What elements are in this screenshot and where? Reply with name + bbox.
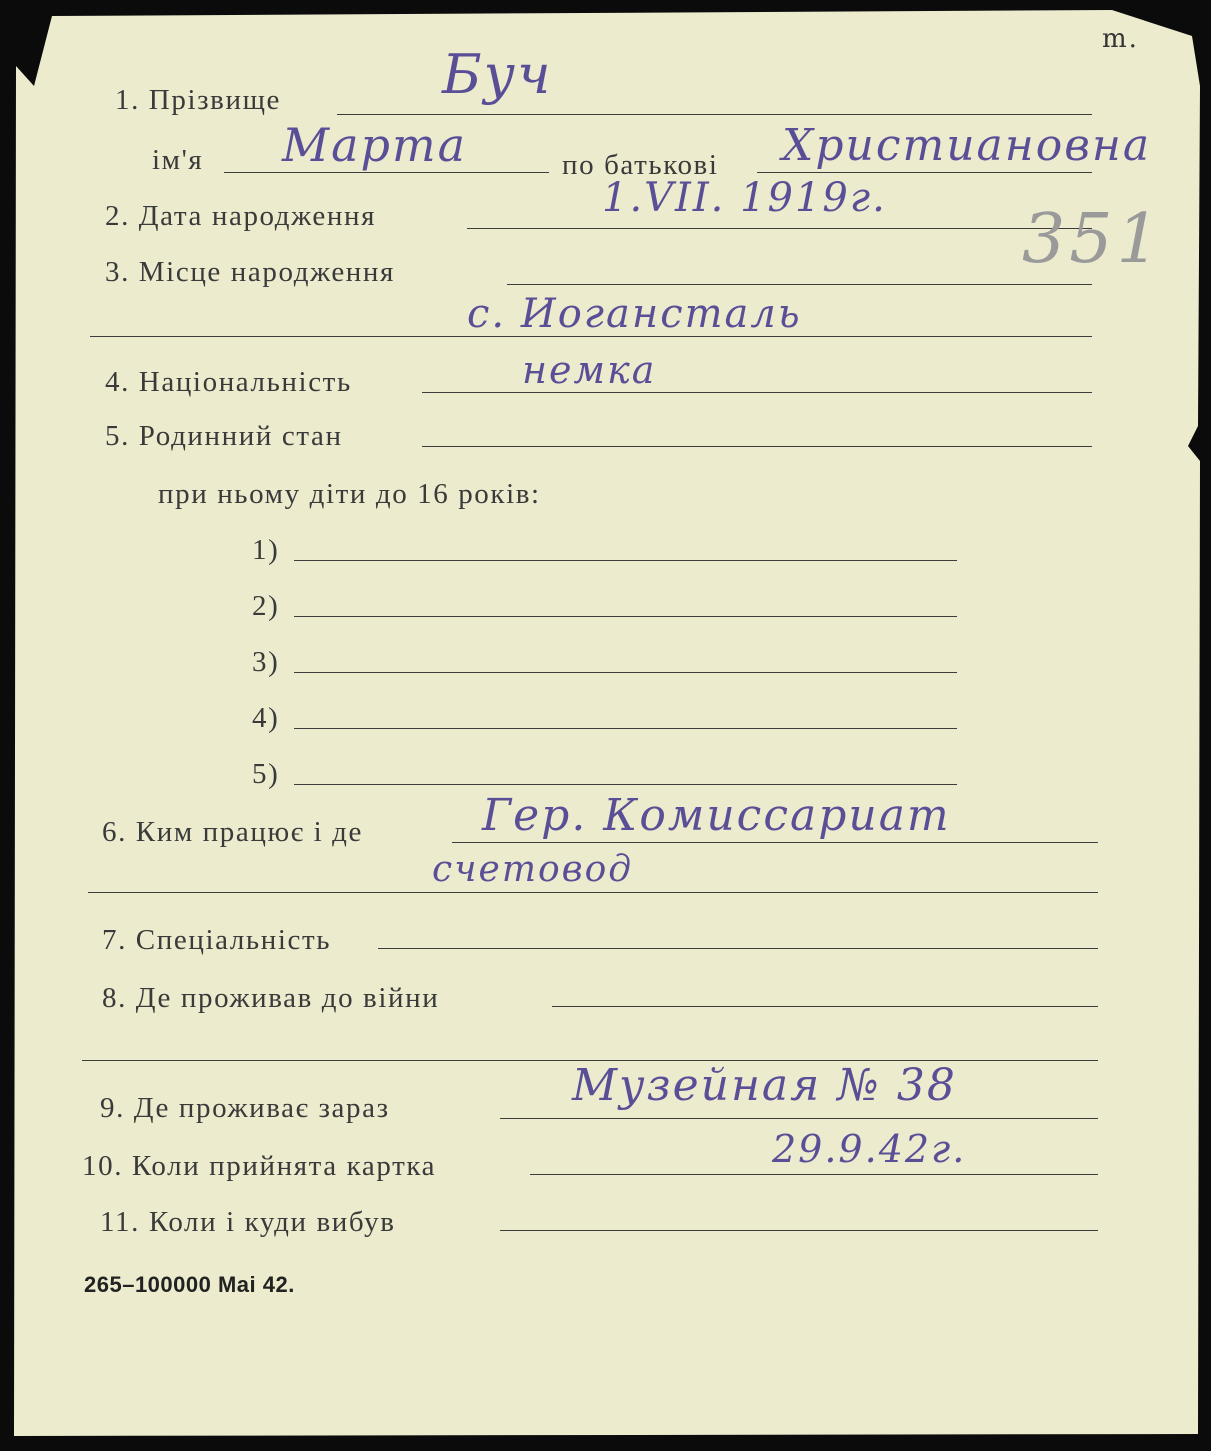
label-nationality: 4. Національність xyxy=(105,366,352,398)
line-specialty xyxy=(378,948,1098,949)
label-prewar-residence: 8. Де проживав до війни xyxy=(102,982,440,1014)
child-2-label: 2) xyxy=(252,590,280,622)
label-current-residence: 9. Де проживає зараз xyxy=(100,1092,390,1124)
hw-corner-mark: m. xyxy=(1102,24,1139,54)
label-children: при ньому діти до 16 років: xyxy=(158,478,541,510)
hw-card-date: 29.9.42г. xyxy=(772,1127,967,1171)
hw-nationality: немка xyxy=(522,348,657,392)
label-birth-place: 3. Місце народження xyxy=(105,256,395,288)
hw-birth-date: 1.VII. 1919г. xyxy=(602,175,887,221)
label-family-status: 5. Родинний стан xyxy=(105,420,343,452)
child-5-line xyxy=(294,784,957,785)
child-4-line xyxy=(294,728,957,729)
line-card-date xyxy=(530,1174,1098,1175)
hw-archive-number: 351 xyxy=(1022,200,1164,279)
hw-surname: Буч xyxy=(442,43,553,106)
child-3-label: 3) xyxy=(252,646,280,678)
child-4-label: 4) xyxy=(252,702,280,734)
print-code: 265–100000 Mai 42. xyxy=(84,1272,295,1297)
hw-first-name: Марта xyxy=(282,118,468,172)
line-surname xyxy=(337,114,1092,115)
line-workplace-2 xyxy=(88,892,1098,893)
hw-birth-place: с. Иогансталь xyxy=(467,291,802,337)
child-1-line xyxy=(294,560,957,561)
line-departure xyxy=(500,1230,1098,1231)
line-birth-place xyxy=(507,284,1092,285)
line-nationality xyxy=(422,392,1092,393)
line-prewar-residence xyxy=(552,1006,1098,1007)
document-card xyxy=(12,6,1204,1436)
label-first-name: ім'я xyxy=(152,144,204,176)
line-first-name xyxy=(224,172,549,173)
child-1-label: 1) xyxy=(252,534,280,566)
label-workplace: 6. Ким працює і де xyxy=(102,816,363,848)
child-5-label: 5) xyxy=(252,758,280,790)
label-departure: 11. Коли і куди вибув xyxy=(100,1206,396,1238)
hw-patronymic: Христиановна xyxy=(782,120,1152,171)
label-birth-date: 2. Дата народження xyxy=(105,200,377,232)
line-birth-date xyxy=(467,228,1092,229)
child-2-line xyxy=(294,616,957,617)
child-3-line xyxy=(294,672,957,673)
hw-position: счетовод xyxy=(432,849,634,890)
hw-workplace: Гер. Комиссариат xyxy=(482,790,951,841)
line-workplace xyxy=(452,842,1098,843)
label-surname: 1. Прізвище xyxy=(115,84,281,116)
line-current-residence xyxy=(500,1118,1098,1119)
hw-current-address: Музейная № 38 xyxy=(572,1060,957,1111)
label-card-date: 10. Коли прийнята картка xyxy=(82,1150,437,1182)
label-patronymic: по батькові xyxy=(562,149,719,181)
label-specialty: 7. Спеціальність xyxy=(102,924,332,956)
line-patronymic xyxy=(757,172,1092,173)
line-family-status xyxy=(422,446,1092,447)
